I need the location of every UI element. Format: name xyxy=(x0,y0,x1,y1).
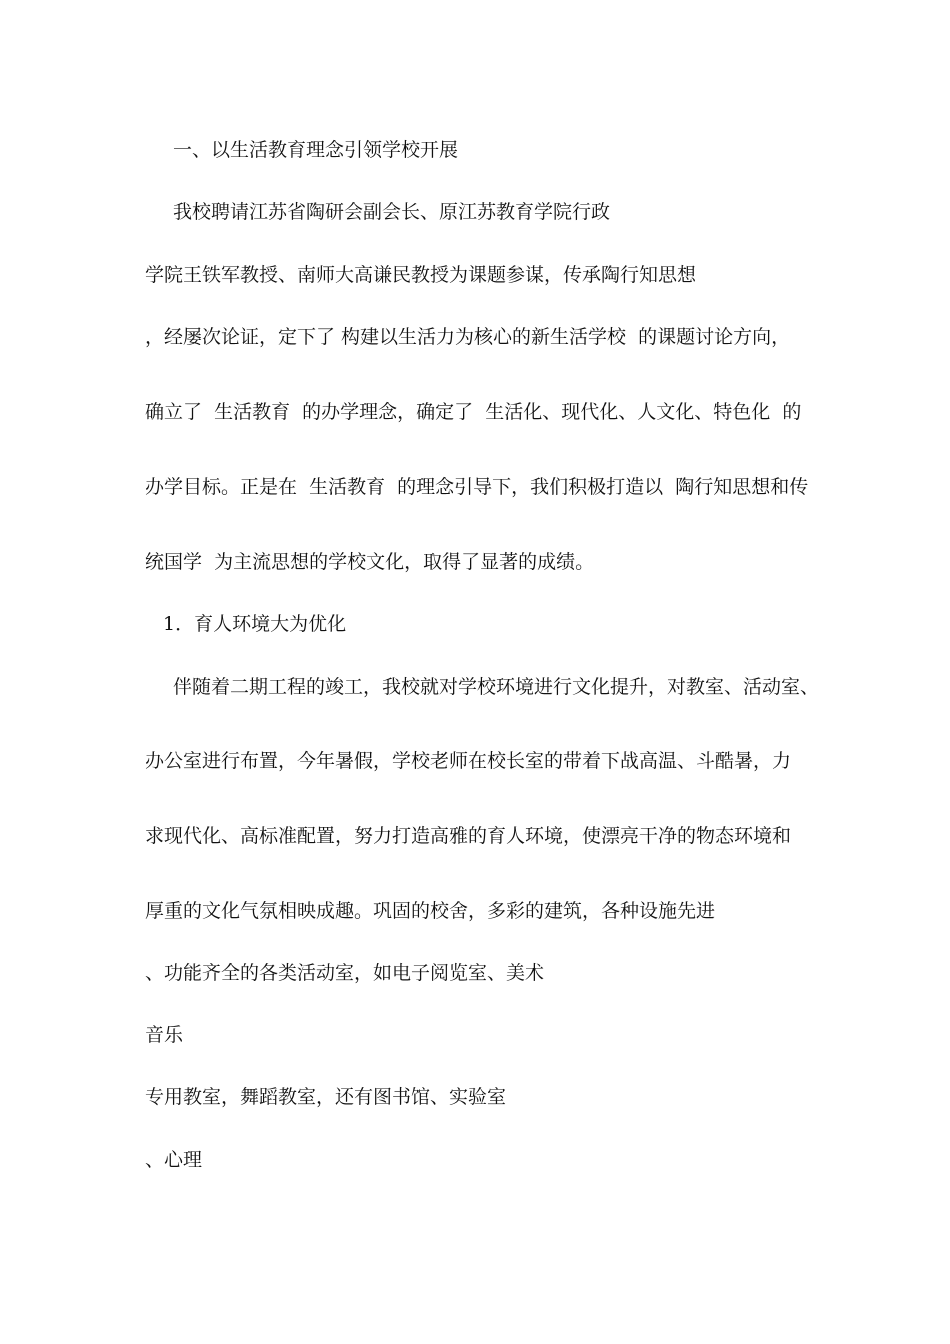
paragraph-line: 伴随着二期工程的竣工，我校就对学校环境进行文化提升，对教室、活动室、 xyxy=(173,676,820,698)
paragraph-line: 学院王铁军教授、南师大高谦民教授为课题参谋，传承陶行知思想 xyxy=(145,264,697,286)
paragraph-line: 统国学 为主流思想的学校文化，取得了显著的成绩。 xyxy=(145,551,595,573)
paragraph-line: 、心理 xyxy=(145,1149,203,1171)
paragraph-line: 办学目标。正是在 生活教育 的理念引导下，我们积极打造以 陶行知思想和传 xyxy=(145,476,809,498)
section-heading: 一、以生活教育理念引领学校开展 xyxy=(173,139,459,161)
paragraph-line: 音乐 xyxy=(145,1024,184,1046)
paragraph-line: 、功能齐全的各类活动室，如电子阅览室、美术 xyxy=(145,962,545,984)
paragraph-line: ，经屡次论证，定下了 构建以生活力为核心的新生活学校 的课题讨论方向， xyxy=(145,326,791,348)
paragraph-line: 我校聘请江苏省陶研会副会长、原江苏教育学院行政 xyxy=(173,201,611,223)
subsection-heading: 1．育人环境大为优化 xyxy=(163,613,347,635)
paragraph-line: 专用教室，舞蹈教室，还有图书馆、实验室 xyxy=(145,1086,507,1108)
paragraph-line: 确立了 生活教育 的办学理念，确定了 生活化、现代化、人文化、特色化 的 xyxy=(145,401,802,423)
paragraph-line: 办公室进行布置，今年暑假，学校老师在校长室的带着下战高温、斗酷暑，力 xyxy=(145,750,792,772)
paragraph-line: 求现代化、高标准配置，努力打造高雅的育人环境，使漂亮干净的物态环境和 xyxy=(145,825,792,847)
paragraph-line: 厚重的文化气氛相映成趣。巩固的校舍，多彩的建筑，各种设施先进 xyxy=(145,900,716,922)
